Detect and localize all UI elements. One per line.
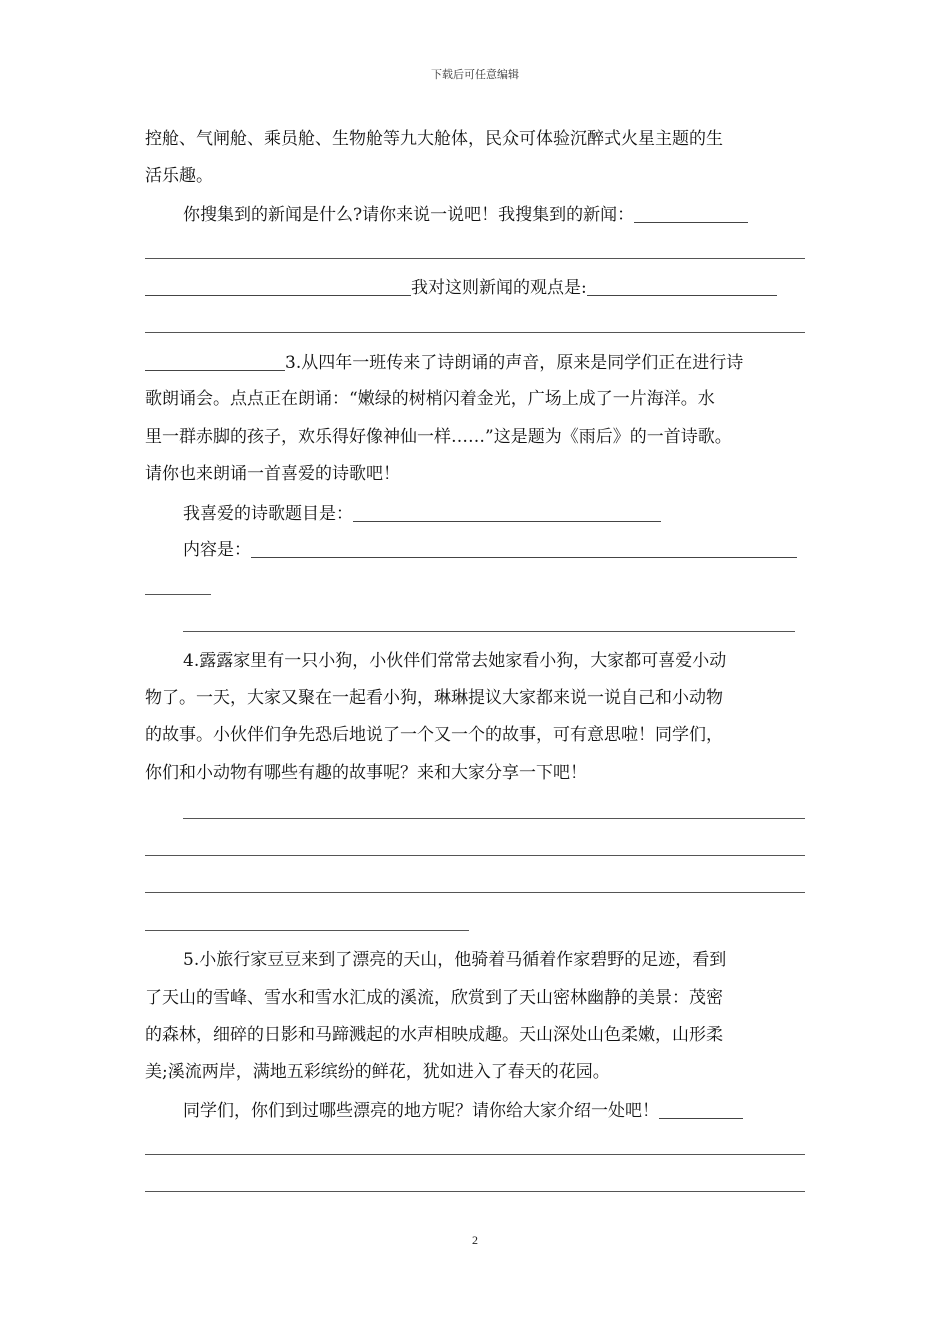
opinion-answer-blank[interactable] (587, 277, 777, 296)
answer-line[interactable] (145, 930, 469, 931)
places-prompt-text: 同学们，你们到过哪些漂亮的地方呢？请你给大家介绍一处吧！ (183, 1101, 659, 1121)
answer-line[interactable] (183, 818, 805, 819)
opinion-prompt-text: 我对这则新闻的观点是: (411, 278, 587, 298)
places-answer-blank[interactable] (659, 1100, 743, 1119)
paragraph-line: 活乐趣。 (145, 166, 213, 186)
answer-line[interactable] (145, 594, 211, 595)
answer-line[interactable] (145, 258, 805, 259)
poem-title-blank[interactable] (353, 503, 661, 522)
opinion-answer-blank[interactable] (145, 352, 285, 371)
answer-line[interactable] (145, 332, 805, 333)
paragraph-line: 控舱、气闸舱、乘员舱、生物舱等九大舱体，民众可体验沉醉式火星主题的生 (145, 129, 723, 149)
poem-content-blank[interactable] (251, 539, 797, 558)
paragraph-line: 的森林，细碎的日影和马蹄溅起的水声相映成趣。天山深处山色柔嫩，山形柔 (145, 1025, 723, 1045)
news-prompt-line (183, 201, 807, 229)
page-header: 下载后可任意编辑 (431, 68, 519, 81)
poem-title-label: 我喜爱的诗歌题目是： (183, 504, 353, 524)
paragraph-line: 美;溪流两岸，满地五彩缤纷的鲜花，犹如进入了春天的花园。 (145, 1062, 610, 1082)
question-3-line (145, 349, 807, 377)
news-answer-blank[interactable] (145, 277, 411, 296)
paragraph-line: 物了。一天，大家又聚在一起看小狗，琳琳提议大家都来说一说自己和小动物 (145, 688, 723, 708)
news-answer-blank[interactable] (634, 204, 748, 223)
answer-line[interactable] (145, 1191, 805, 1192)
paragraph-line: 里一群赤脚的孩子，欢乐得好像神仙一样……”这是题为《雨后》的一首诗歌。 (145, 427, 732, 447)
paragraph-line: 你们和小动物有哪些有趣的故事呢？来和大家分享一下吧！ (145, 763, 587, 783)
question-3-text: 3.从四年一班传来了诗朗诵的声音，原来是同学们正在进行诗 (285, 353, 744, 373)
paragraph-line: 请你也来朗诵一首喜爱的诗歌吧！ (145, 464, 400, 484)
question-4-line: 4.露露家里有一只小狗，小伙伴们常常去她家看小狗，大家都可喜爱小动 (183, 651, 727, 671)
paragraph-line: 歌朗诵会。点点正在朗诵：“嫩绿的树梢闪着金光，广场上成了一片海洋。水 (145, 389, 715, 409)
answer-line[interactable] (145, 1154, 805, 1155)
answer-line[interactable] (183, 631, 795, 632)
answer-line[interactable] (145, 892, 805, 893)
poem-title-line (183, 500, 807, 528)
places-prompt-line (183, 1097, 807, 1125)
page-number: 2 (472, 1233, 478, 1247)
paragraph-line: 的故事。小伙伴们争先恐后地说了一个又一个的故事，可有意思啦！同学们， (145, 725, 723, 745)
poem-content-label: 内容是： (183, 540, 251, 560)
news-prompt-text: 你搜集到的新闻是什么?请你来说一说吧！我搜集到的新闻： (183, 205, 635, 225)
paragraph-line: 了天山的雪峰、雪水和雪水汇成的溪流，欣赏到了天山密林幽静的美景：茂密 (145, 988, 723, 1008)
question-5-line: 5.小旅行家豆豆来到了漂亮的天山，他骑着马循着作家碧野的足迹，看到 (183, 950, 727, 970)
opinion-line (145, 274, 807, 302)
answer-line[interactable] (145, 855, 805, 856)
poem-content-line (183, 536, 807, 564)
